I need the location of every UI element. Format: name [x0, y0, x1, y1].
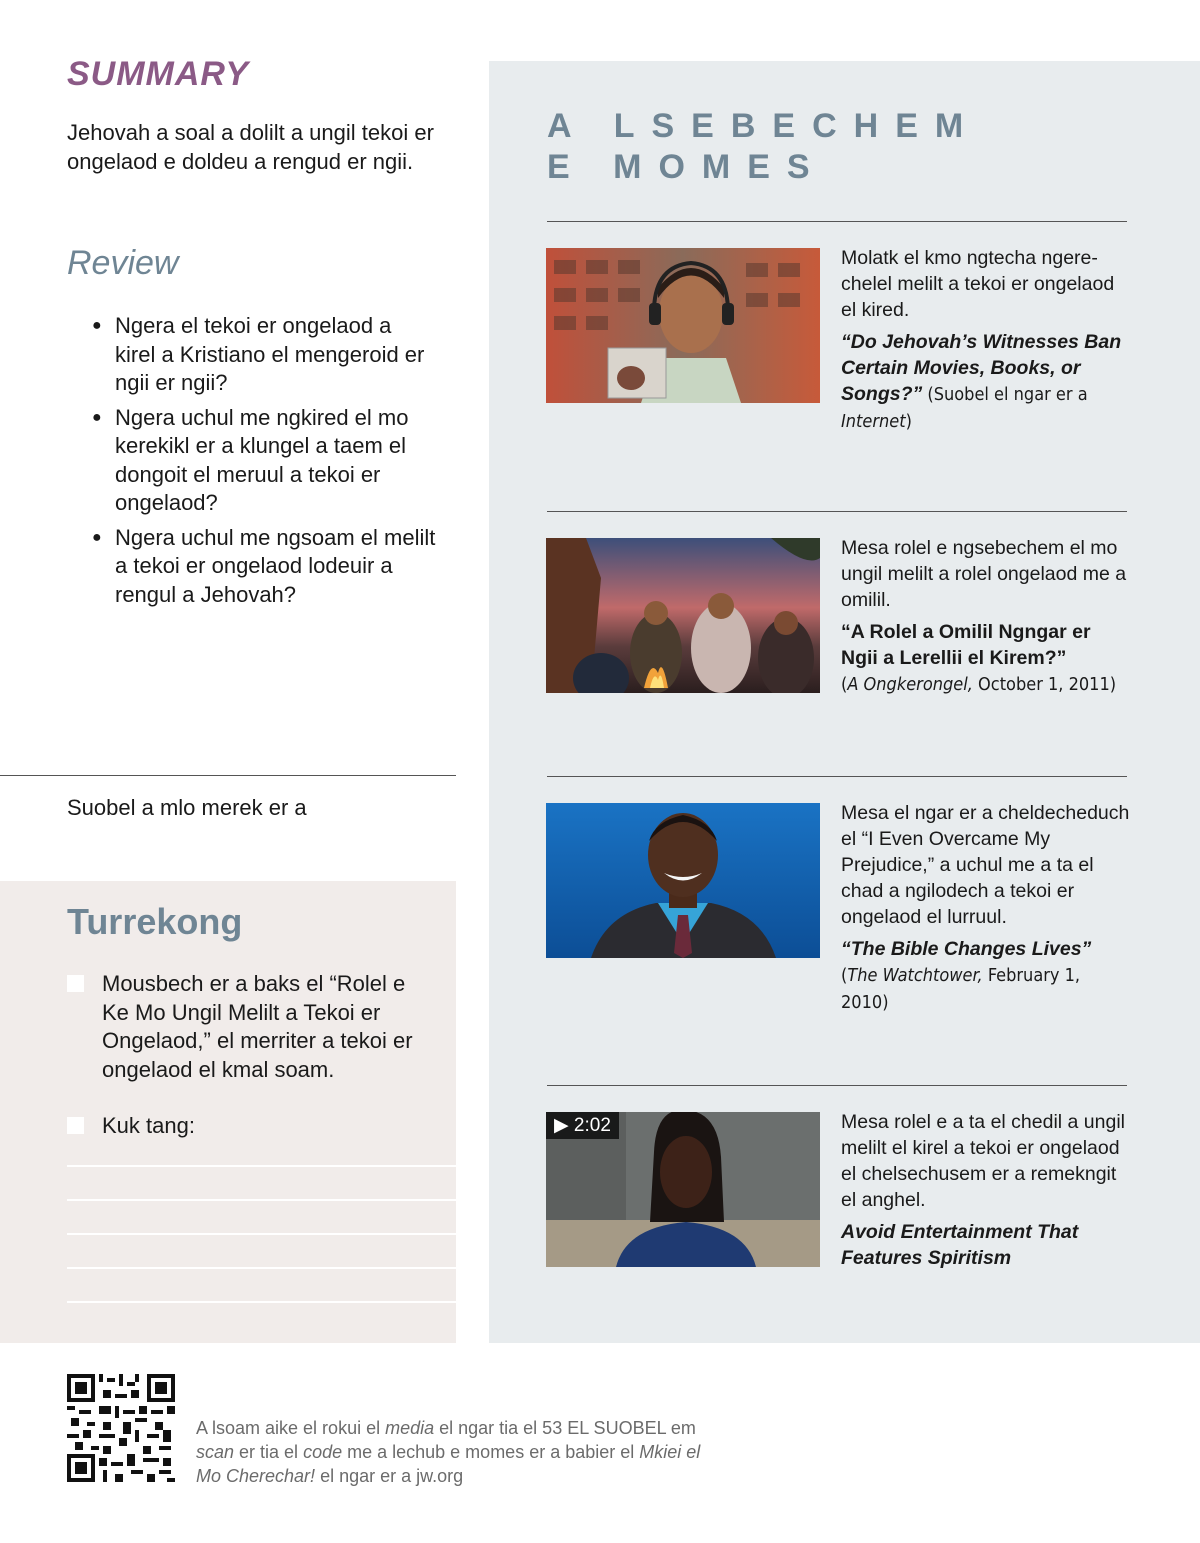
resource-text	[841, 800, 1131, 1016]
more-text: Suobel a mlo merek er a	[67, 795, 307, 820]
review-question: ● Ngera uchul me ngkired el mo kerekikl er a klungel a taem el dongoit el meruul a tekoi er ongelaod?	[92, 404, 409, 515]
checkbox[interactable]	[67, 975, 84, 992]
resource-link[interactable]: “The Bible Changes Lives”	[841, 938, 1092, 960]
divider	[547, 221, 1127, 222]
resource-description: Mesa rolel e ngsebechem el mo ungil melilt a rolel ongelaod me a omilil.	[841, 537, 1127, 611]
resource-image-teen-headphones[interactable]	[546, 248, 820, 403]
task-item	[67, 1112, 437, 1141]
review-question-list	[92, 312, 437, 615]
write-in-line[interactable]	[67, 1267, 456, 1269]
summary-heading: SUMMARY	[67, 55, 250, 93]
divider	[547, 776, 1127, 777]
play-icon: ▶	[554, 1115, 569, 1136]
resource-link[interactable]: “Do Jehovah’s Witnesses Ban Certain Movies, Books, or Songs?” (Suobel el ngar er a Internet)	[841, 331, 1122, 432]
resource-video-woman[interactable]	[546, 1112, 820, 1267]
resource-text	[841, 1109, 1131, 1271]
bullet-icon: ●	[92, 408, 102, 426]
bullet-icon: ●	[92, 317, 102, 334]
summary-text: Jehovah a soal a dolilt a ungil tekoi er ongelaod e doldeu a rengud er ngii.	[67, 120, 434, 174]
task-text: Kuk tang:	[102, 1113, 195, 1138]
resource-source: (The Watchtower, February 1, 2010)	[841, 965, 1081, 1013]
write-in-line[interactable]	[67, 1199, 456, 1201]
resource-image-smiling-man[interactable]	[546, 803, 820, 958]
qr-code[interactable]	[67, 1374, 175, 1482]
task-text: Mousbech er a baks el “Rolel e Ke Mo Ungil Melilt a Tekoi er Ongelaod,” el merriter a tekoi er ongelaod el kmal soam.	[102, 971, 413, 1082]
resource-link[interactable]: “A Rolel a Omilil Ngngar er Ngii a Lerellii el Kirem?”	[841, 621, 1091, 669]
resource-link[interactable]: Avoid Entertainment That Features Spiritism	[841, 1221, 1079, 1269]
resource-description: Molatk el kmo ngtecha ngerechelel melilt a tekoi er ongelaod el kired.	[841, 247, 1115, 321]
bullet-icon: ●	[92, 528, 102, 546]
video-duration-badge: ▶ 2:02	[546, 1112, 619, 1139]
footer-note: A lsoam aike el rokui el media el ngar tia el 53 EL SUOBEL em scan er tia el code me a lechub e momes er a babier el Mkiei el Mo Cherechar! el ngar er a jw.org	[196, 1418, 701, 1486]
write-in-line[interactable]	[67, 1233, 456, 1235]
resource-text	[841, 245, 1131, 435]
task-item	[67, 970, 437, 1084]
write-in-line[interactable]	[67, 1165, 456, 1167]
write-in-line[interactable]	[67, 1301, 456, 1303]
review-question: ● Ngera uchul me ngsoam el melilt a tekoi er ongelaod lodeuir a rengul a Jehovah?	[92, 524, 436, 607]
resource-text	[841, 535, 1131, 698]
divider	[0, 775, 456, 776]
resource-image-jesus-campfire[interactable]	[546, 538, 820, 693]
resource-description: Mesa el ngar er a cheldecheduch el “I Even Overcame My Prejudice,” a uchul me a ta el chad a ngilodech a tekoi er ongelaod el lurruul.	[841, 802, 1130, 928]
review-heading: Review	[67, 244, 179, 282]
divider	[547, 1085, 1127, 1086]
checkbox[interactable]	[67, 1117, 84, 1134]
resources-heading: A LSEBECHEM E MOMES	[547, 107, 981, 186]
divider	[547, 511, 1127, 512]
tasks-heading: Turrekong	[67, 901, 243, 942]
resource-description: Mesa rolel e a ta el chedil a ungil melilt el kirel a tekoi er ongelaod el chelsechusem er a remekngit el anghel.	[841, 1111, 1125, 1211]
resource-source: (A Ongkerongel, October 1, 2011)	[841, 674, 1117, 695]
review-question: ● Ngera el tekoi er ongelaod a kirel a Kristiano el mengeroid er ngii er ngii?	[92, 313, 425, 395]
